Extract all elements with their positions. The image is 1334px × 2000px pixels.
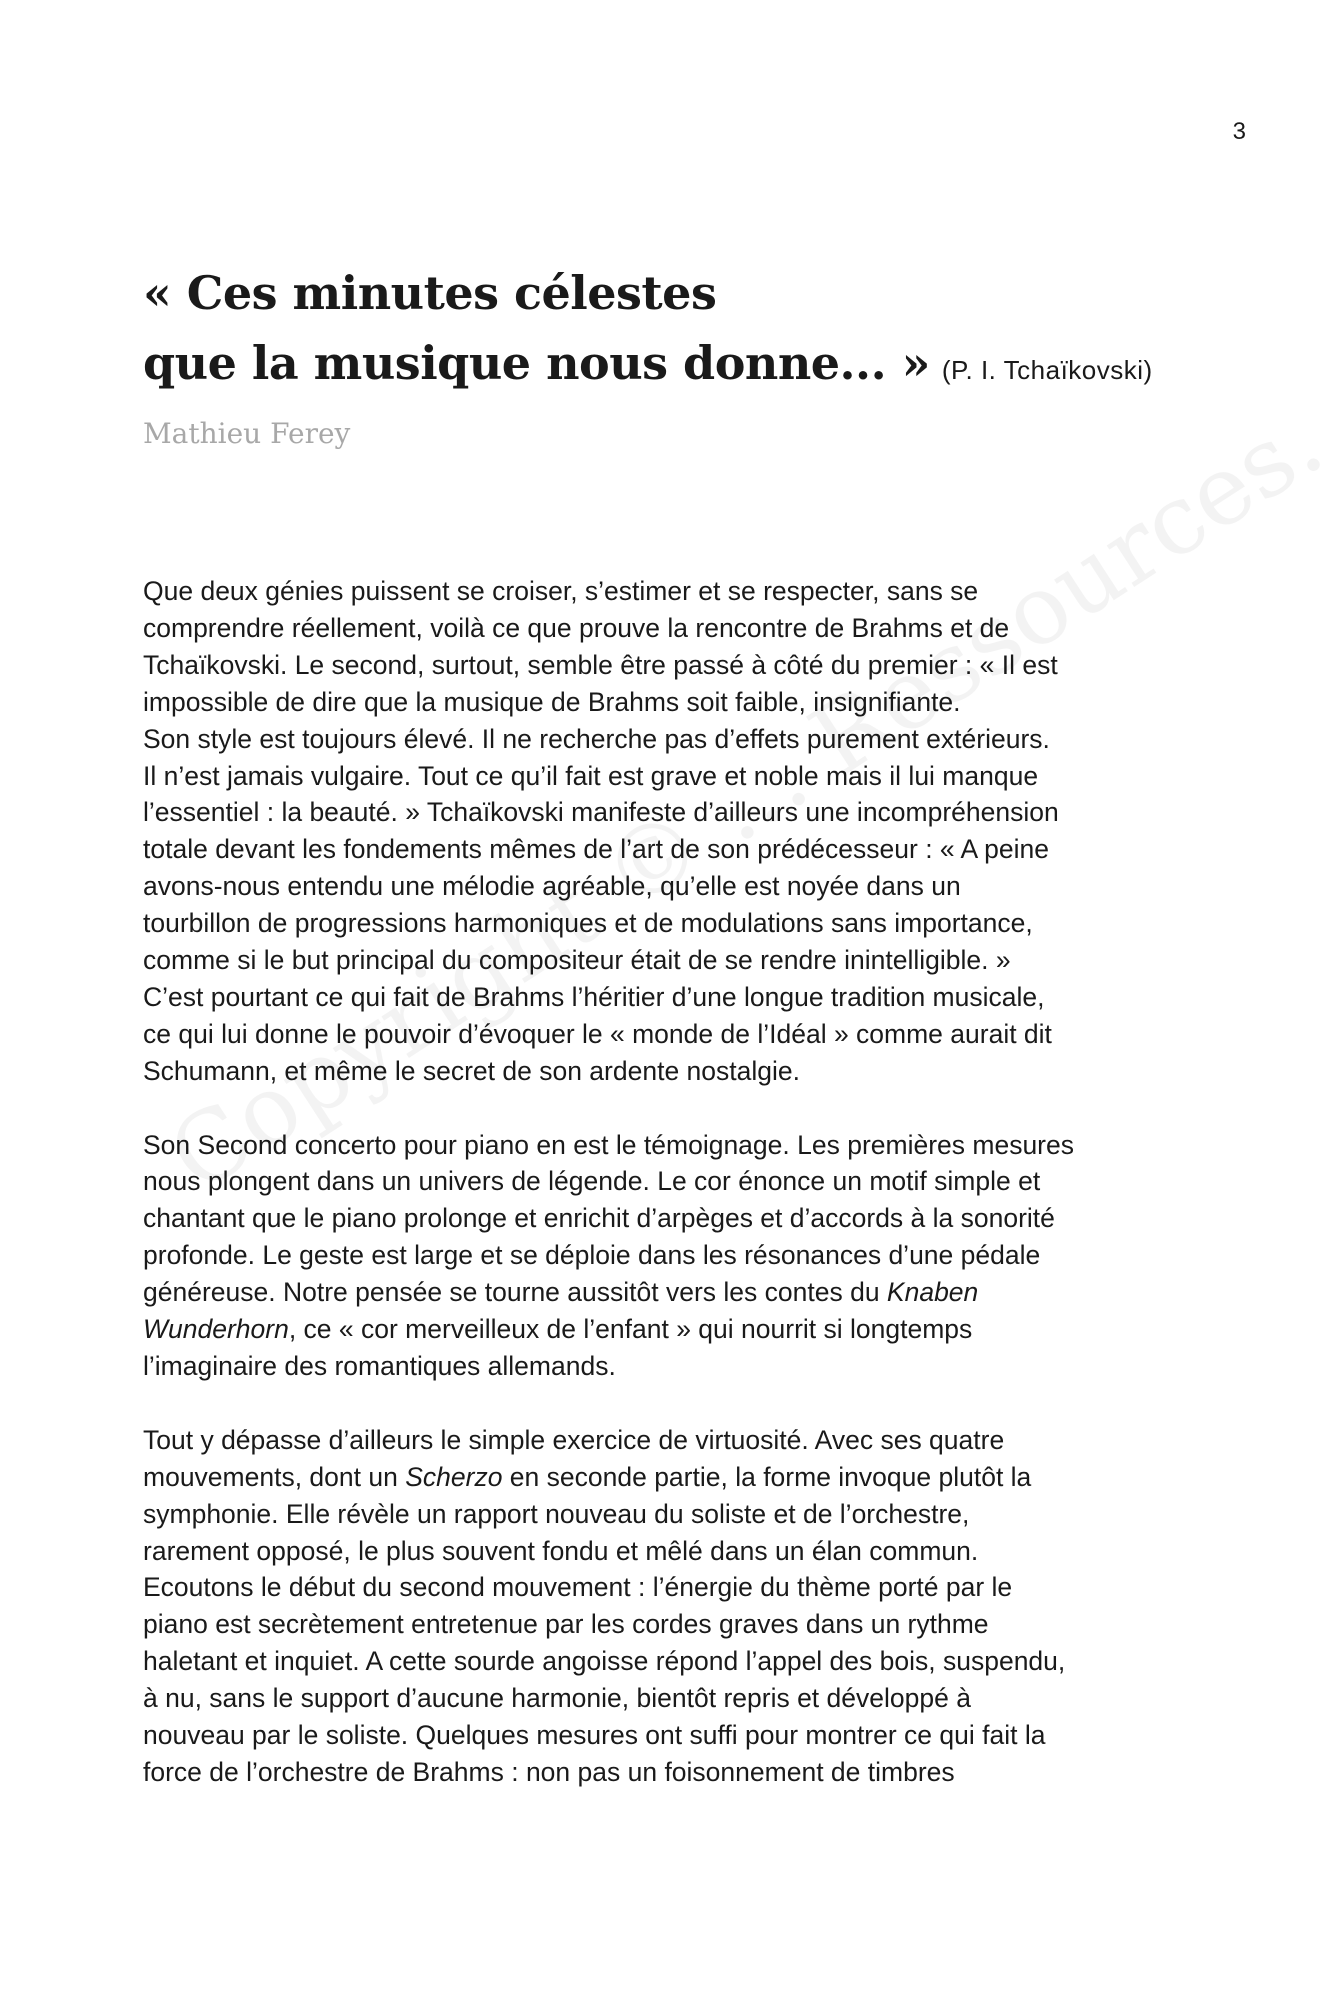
text-line: symphonie. Elle révèle un rapport nouveau du soliste et de l’orchestre, — [143, 1498, 970, 1529]
text-line: Son style est toujours élevé. Il ne recherche pas d’effets purement extérieurs. — [143, 723, 1050, 754]
article-title-line-2 — [143, 328, 1223, 405]
text-line: impossible de dire que la musique de Brahms soit faible, insignifiante. — [143, 686, 961, 717]
text-line: l’imaginaire des romantiques allemands. — [143, 1351, 616, 1382]
text-line: comprendre réellement, voilà ce que prouve la rencontre de Brahms et de — [143, 612, 1010, 643]
text-line: piano est secrètement entretenue par les cordes graves dans un rythme — [143, 1609, 989, 1640]
text-line: Tchaïkovski. Le second, surtout, semble être passé à côté du premier : « Il est — [143, 649, 1058, 680]
italic-work-title: Wunderhorn — [143, 1314, 289, 1345]
text-line: Il n’est jamais vulgaire. Tout ce qu’il fait est grave et noble mais il lui manque — [143, 760, 1039, 791]
text-line: nouveau par le soliste. Quelques mesures ont suffi pour montrer ce qui fait la — [143, 1720, 1046, 1751]
text-line: profonde. Le geste est large et se déploie dans les résonances d’une pédale — [143, 1240, 1041, 1271]
article-body — [143, 573, 1203, 1828]
text-line: nous plongent dans un univers de légende. Le cor énonce un motif simple et — [143, 1166, 1041, 1197]
quote-attribution: (P. I. Tchaïkovski) — [941, 355, 1153, 385]
text-line: Wunderhorn, ce « cor merveilleux de l’enfant » qui nourrit si longtemps — [143, 1314, 973, 1345]
paragraph-1 — [143, 573, 1203, 1090]
paragraph-2 — [143, 1127, 1203, 1385]
text-line: l’essentiel : la beauté. » Tchaïkovski manifeste d’ailleurs une incompréhension — [143, 797, 1059, 828]
text-line: Schumann, et même le secret de son ardente nostalgie. — [143, 1055, 800, 1086]
page-number: 3 — [1232, 118, 1246, 145]
text-line: généreuse. Notre pensée se tourne aussitôt vers les contes du Knaben — [143, 1277, 979, 1308]
text-line: Ecoutons le début du second mouvement : l’énergie du thème porté par le — [143, 1572, 1013, 1603]
italic-work-title: Knaben — [886, 1277, 979, 1308]
paragraph-3 — [143, 1422, 1203, 1791]
text-line: tourbillon de progressions harmoniques et de modulations sans importance, — [143, 908, 1033, 939]
text-line: Que deux génies puissent se croiser, s’estimer et se respecter, sans se — [143, 576, 979, 606]
text-line: force de l’orchestre de Brahms : non pas un foisonnement de timbres — [143, 1756, 955, 1787]
article-title-text: que la musique nous donne... » — [143, 336, 930, 390]
text-line: chantant que le piano prolonge et enrichit d’arpèges et d’accords à la sonorité — [143, 1203, 1055, 1234]
text-line: Tout y dépasse d’ailleurs le simple exercice de virtuosité. Avec ses quatre — [143, 1424, 1005, 1455]
text-line: comme si le but principal du compositeur était de se rendre inintelligible. » — [143, 945, 1011, 976]
text-line: Son Second concerto pour piano en est le témoignage. Les premières mesures — [143, 1129, 1074, 1160]
italic-work-title: Scherzo — [405, 1461, 503, 1492]
text-line: à nu, sans le support d’aucune harmonie, bientôt repris et développé à — [143, 1683, 971, 1714]
text-line: C’est pourtant ce qui fait de Brahms l’héritier d’une longue tradition musicale, — [143, 981, 1045, 1012]
text-line: mouvements, dont un Scherzo en seconde partie, la forme invoque plutôt la — [143, 1461, 1032, 1492]
text-line: ce qui lui donne le pouvoir d’évoquer le « monde de l’Idéal » comme aurait dit — [143, 1018, 1052, 1049]
author-name: Mathieu Ferey — [143, 417, 351, 450]
article-header — [143, 258, 1223, 450]
text-line: haletant et inquiet. A cette sourde angoisse répond l’appel des bois, suspendu, — [143, 1646, 1066, 1677]
text-line: avons-nous entendu une mélodie agréable, qu’elle est noyée dans un — [143, 871, 961, 902]
text-line: rarement opposé, le plus souvent fondu et mêlé dans un élan commun. — [143, 1535, 979, 1566]
text-line: totale devant les fondements mêmes de l’art de son prédécesseur : « A peine — [143, 834, 1049, 865]
article-title-line-1: « Ces minutes célestes — [143, 266, 717, 320]
